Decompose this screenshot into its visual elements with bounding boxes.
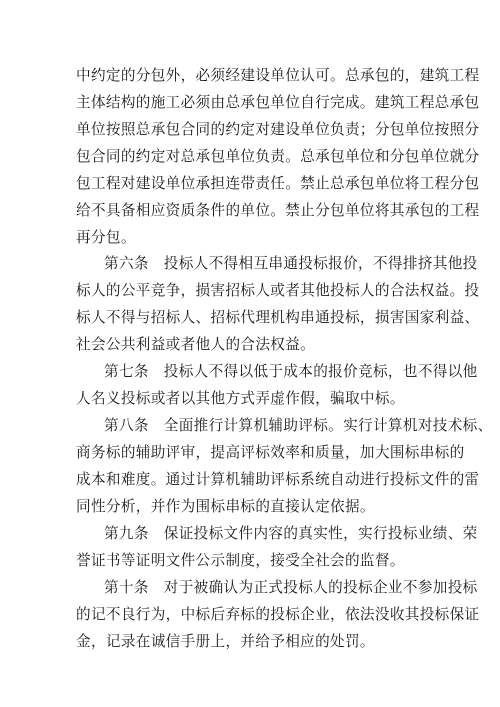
- text-line: 成本和难度。通过计算机辅助评标系统自动进行投标文件的雷: [76, 471, 480, 488]
- text-line: 同性分析，并作为围标串标的直接认定依据。: [76, 498, 375, 515]
- text-line: 的记不良行为，中标后弃标的投标企业，依法没收其投标保证: [76, 606, 480, 623]
- text-line: 社会公共利益或者他人的合法权益。: [76, 336, 316, 353]
- article-9-heading-line: 第九条 保证投标文件内容的真实性，实行投标业绩、荣: [104, 525, 478, 542]
- text-line: 主体结构的施工必须由总承包单位自行完成。建筑工程总承包: [76, 94, 480, 111]
- text-line: 再分包。: [76, 229, 136, 246]
- text-line: 标人的公平竞争，损害招标人或者其他投标人的合法权益。投: [76, 282, 480, 299]
- text-line: 中约定的分包外，必须经建设单位认可。总承包的，建筑工程: [76, 67, 480, 84]
- text-line: 标人不得与招标人、招标代理机构串通投标，损害国家利益、: [76, 309, 480, 326]
- text-line: 单位按照总承包合同的约定对建设单位负责；分包单位按照分: [76, 121, 480, 138]
- text-line: 商务标的辅助评审，提高评标效率和质量，加大围标串标的: [76, 444, 465, 461]
- article-6-heading-line: 第六条 投标人不得相互串通投标报价，不得排挤其他投: [104, 255, 478, 272]
- article-10-heading-line: 第十条 对于被确认为正式投标人的投标企业不参加投标: [104, 579, 478, 596]
- text-line: 誉证书等证明文件公示制度，接受全社会的监督。: [76, 552, 405, 569]
- text-line: 人名义投标或者以其他方式弄虚作假，骗取中标。: [76, 390, 405, 407]
- text-line: 包合同的约定对总承包单位负责。总承包单位和分包单位就分: [76, 148, 480, 165]
- article-8-heading-line: 第八条 全面推行计算机辅助评标。实行计算机对技术标、: [104, 417, 493, 434]
- article-7-heading-line: 第七条 投标人不得以低于成本的报价竞标，也不得以他: [104, 363, 478, 380]
- text-line: 给不具备相应资质条件的单位。禁止分包单位将其承包的工程: [76, 202, 480, 219]
- text-line: 金，记录在诚信手册上，并给予相应的处罚。: [76, 633, 375, 650]
- text-line: 包工程对建设单位承担连带责任。禁止总承包单位将工程分包: [76, 175, 480, 192]
